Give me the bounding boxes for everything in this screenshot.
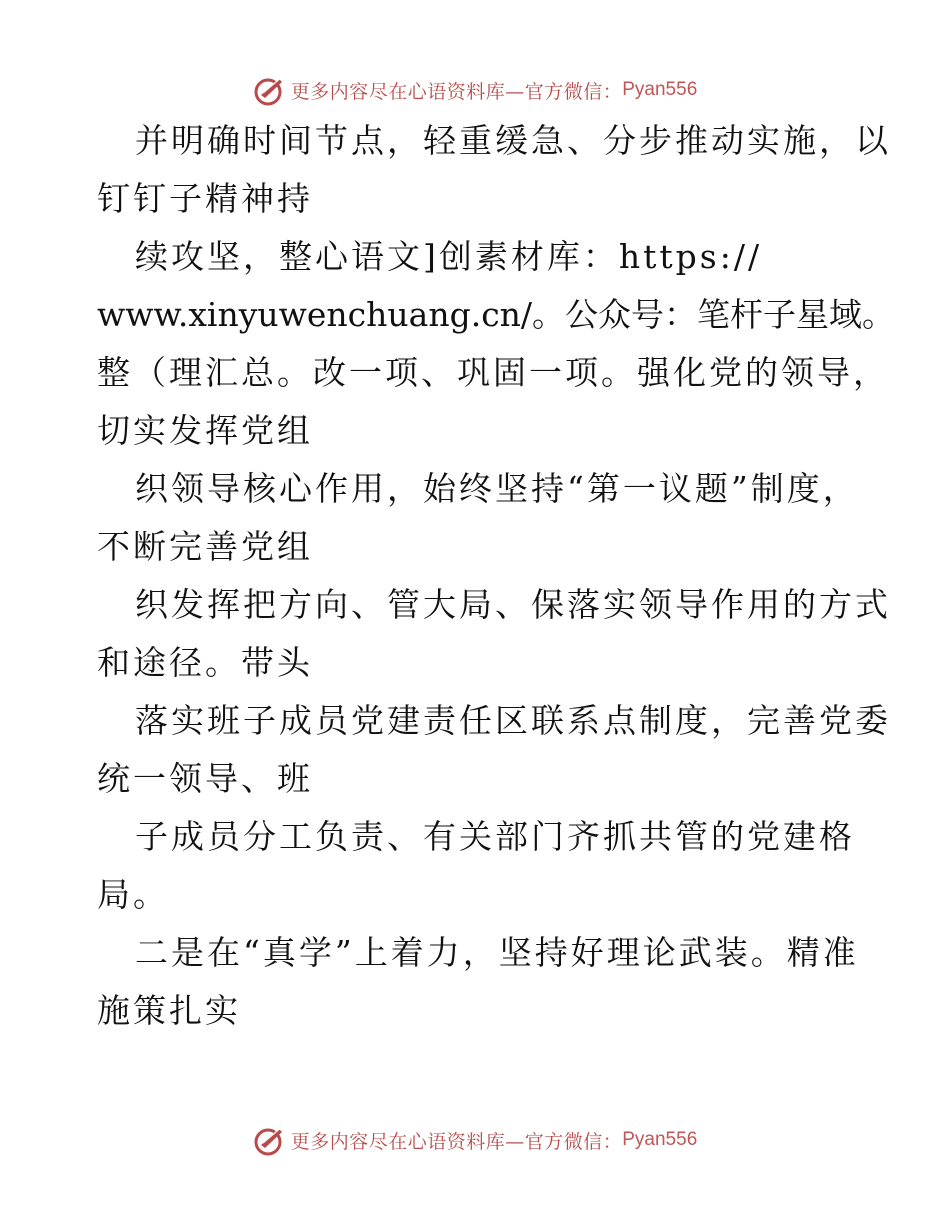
header-watermark-banner <box>0 70 950 110</box>
text-line: 不断完善党组 <box>97 527 313 566</box>
text-line: www.xinyuwenchuang.cn/。公众号：笔杆子星域。 <box>97 295 896 334</box>
text-line: 统一领导、班 <box>97 759 313 798</box>
banner-wechat-id: Pyan556 <box>622 79 698 100</box>
text-line: 局。 <box>97 875 169 914</box>
text-line: 续攻坚，整心语文]创素材库：https:// <box>135 237 763 276</box>
text-line: 切实发挥党组 <box>97 411 313 450</box>
text-line: 施策扎实 <box>97 991 241 1030</box>
text-line: 并明确时间节点，轻重缓急、分步推动实施，以 <box>135 121 891 160</box>
quill-logo-icon <box>253 1123 287 1157</box>
text-line: 钉钉子精神持 <box>97 179 313 218</box>
text-line: 织发挥把方向、管大局、保落实领导作用的方式 <box>135 585 891 624</box>
quill-logo-icon <box>253 73 287 107</box>
banner-text: 更多内容尽在心语资料库—官方微信： <box>290 1130 623 1153</box>
banner-text: 更多内容尽在心语资料库—官方微信： <box>290 80 623 103</box>
text-line: 子成员分工负责、有关部门齐抓共管的党建格 <box>135 817 855 856</box>
banner-wechat-id: Pyan556 <box>622 1129 698 1150</box>
text-line: 落实班子成员党建责任区联系点制度，完善党委 <box>135 701 891 740</box>
text-line: 和途径。带头 <box>97 643 313 682</box>
text-line: 整（理汇总。改一项、巩固一项。强化党的领导， <box>97 353 889 392</box>
text-line: 织领导核心作用，始终坚持“第一议题”制度， <box>135 469 859 508</box>
text-line: 二是在“真学”上着力，坚持好理论武装。精准 <box>135 933 859 972</box>
document-body <box>97 121 896 1050</box>
footer-watermark-banner <box>0 1120 950 1160</box>
